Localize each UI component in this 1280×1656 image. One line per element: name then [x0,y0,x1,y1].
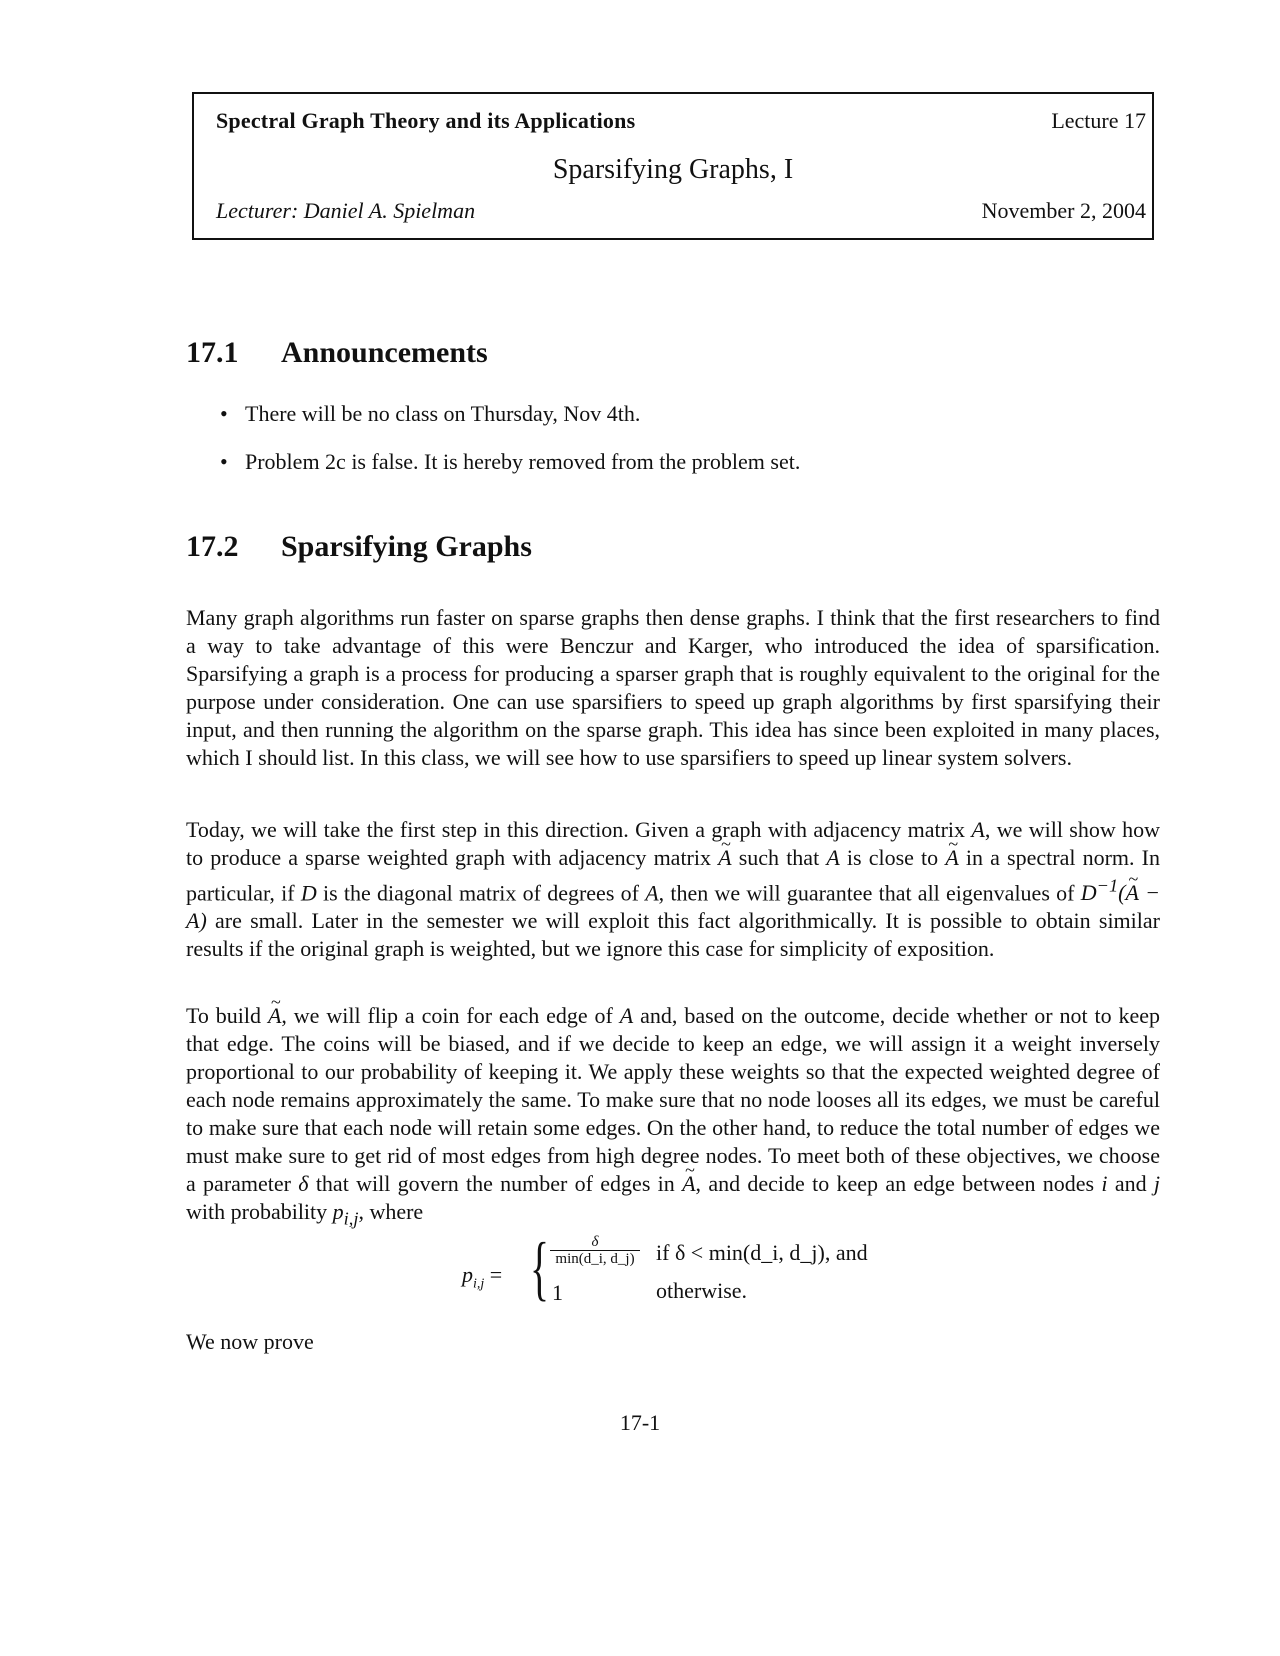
section-title: Announcements [281,336,488,369]
equation-case-two-value: 1 [552,1280,563,1305]
course-title: Spectral Graph Theory and its Applications [216,108,636,133]
announcement-text: Problem 2c is false. It is hereby removed from the problem set. [245,449,801,474]
lecture-header-box [192,92,1154,240]
bullet-icon: • [220,449,228,474]
paragraph-proof-intro: We now prove [186,1329,314,1354]
equation-fraction: δ min(d_i, d_j) [550,1234,640,1267]
paragraph-today: Today, we will take the first step in this direction. Given a graph with adjacency matrix A, we will show how to produce a sparse weighted graph with adjacency matrix ~ A such that A is close to ~ A in a spectral norm. In particular, if D is the diagonal matrix of degrees of A, then we will guarantee that all eigenvalues of $D^{-1}(\sim$ A − A) are small. Later in the semester we will exploit this fact algorithmically. It is possible to obtain similar results if the original graph is weighted, but we ignore this case for simplicity of exposition. [186,816,1160,963]
section-number: 17.2 [186,530,239,563]
announcements-list [218,401,1118,497]
lecture-date: November 2, 2004 [981,198,1146,223]
equation-condition-two: otherwise. [656,1278,748,1303]
probability-equation [460,1228,940,1310]
section-heading-announcements [186,336,488,370]
page-number: 17-1 [619,1410,661,1435]
section-number: 17.1 [186,336,239,369]
list-item [218,401,1118,449]
paragraph-intro: Many graph algorithms run faster on sparse graphs then dense graphs. I think that the first researchers to find a way to take advantage of this were Benczur and Karger, who introduced the idea of sparsification. Sparsifying a graph is a process for producing a sparser graph that is roughly equivalent to the original for the purpose under consideration. One can use sparsifiers to speed up graph algorithms by first sparsifying their input, and then running the algorithm on the sparse graph. This idea has since been exploited in many places, which I should list. In this class, we will see how to use sparsifiers to speed up linear system solvers. [186,605,1160,770]
brace-symbol: { [530,1228,550,1308]
announcement-text: There will be no class on Thursday, Nov 4th. [245,401,641,426]
equation-lhs: $p_{i,j}$ = [462,1262,503,1292]
bullet-icon: • [220,401,228,426]
lecture-number: Lecture 17 [1051,108,1146,133]
paragraph-build: To build ~ A, we will flip a coin for each edge of A and, based on the outcome, decide whether or not to keep that edge. The coins will be biased, and if we decide to keep an edge, we will assign it a weight inversely proportional to our probability of keeping it. We apply these weights so that the expected weighted degree of each node remains approximately the same. To make sure that no node looses all its edges, we must be careful to make sure that each node will retain some edges. On the other hand, to reduce the total number of edges we must make sure to get rid of most edges from high degree nodes. To meet both of these objectives, we choose a parameter δ that will govern the number of edges in ~ A, and decide to keep an edge between nodes i and j with probability $p_{i,j}$, where [186,1002,1160,1232]
section-title: Sparsifying Graphs [281,530,532,563]
lecturer-name: Lecturer: Daniel A. Spielman [216,198,476,223]
section-heading-sparsifying-graphs [186,530,532,564]
lecture-title: Sparsifying Graphs, I [552,154,794,185]
d-inverse-expression: $D^{-1}(\sim$ A − A) [186,880,1160,933]
list-item [218,449,1118,497]
a-tilde-symbol: ~ A [718,844,731,872]
equation-condition-one: if δ < min(d_i, d_j), and [656,1240,868,1265]
